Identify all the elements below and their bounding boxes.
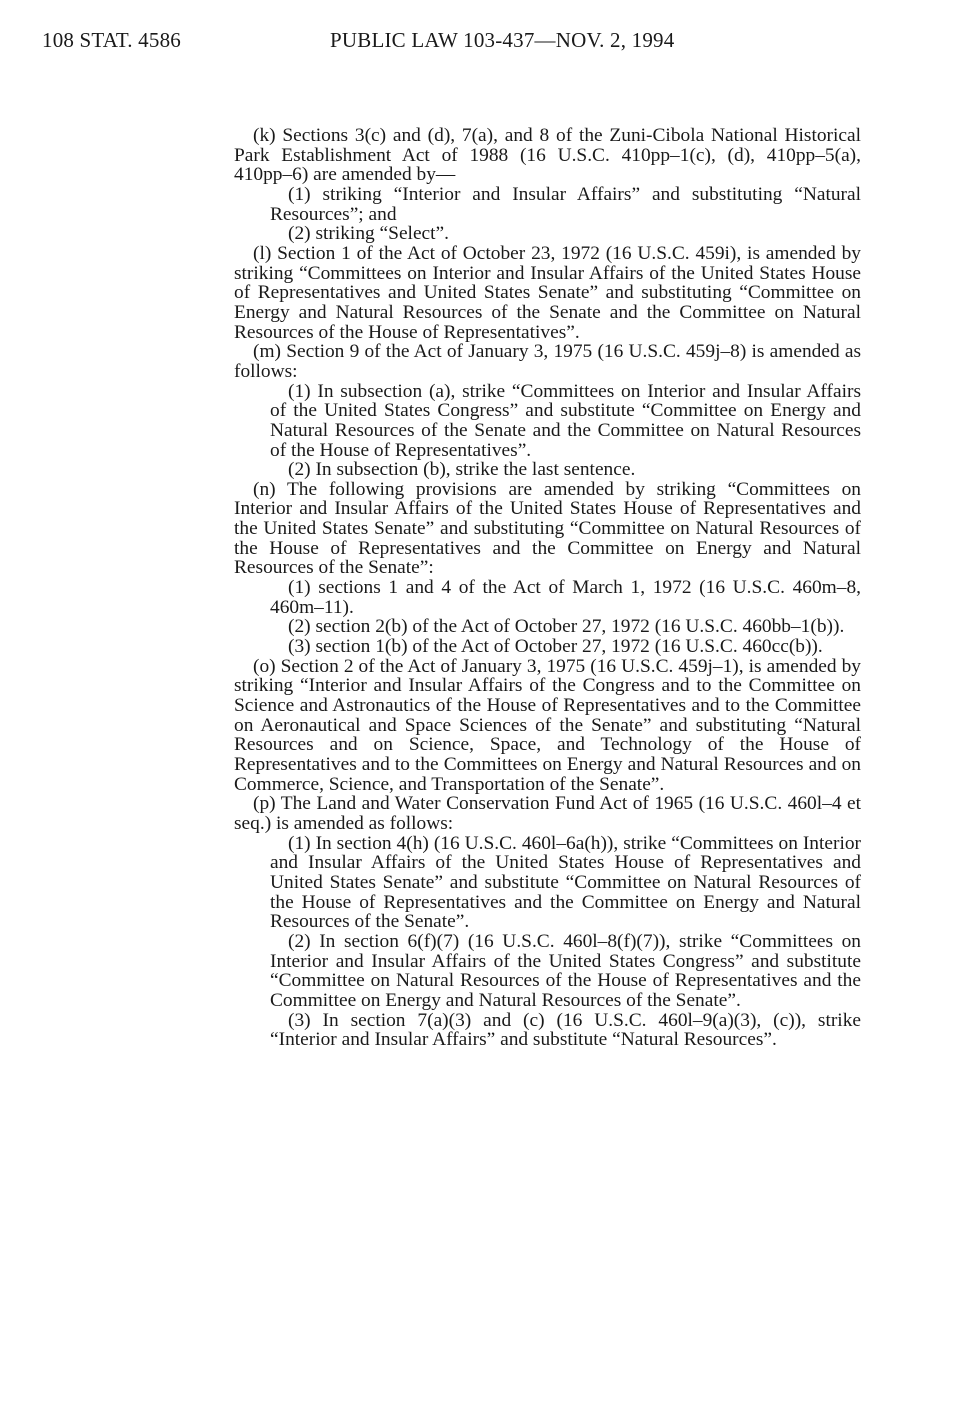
paragraph-k: (k) Sections 3(c) and (d), 7(a), and 8 of the Zuni-Cibola National Historical Park Establishment Act of 1988 (16 U.S.C. 410pp–1(c), (d), 410pp–5(a), 410pp–6) are amended by— (234, 125, 861, 186)
paragraph-o: (o) Section 2 of the Act of January 3, 1975 (16 U.S.C. 459j–1), is amended by striking “Interior and Insular Affairs of the Congress and to the Committee on Science and Astronautics of the House of Representatives and to the Committee on Aeronautical and Space Sciences of the Senate” and substituting “Natural Resources and on Science, Space, and Technology of the House of Representatives and to the Committees on Energy and Natural Resources and on Commerce, Science, and Transportation of the Senate”. (234, 655, 861, 795)
paragraph-l: (l) Section 1 of the Act of October 23, 1972 (16 U.S.C. 459i), is amended by striking “Committees on Interior and Insular Affairs of the United States House of Representatives and United States Senate” and substituting “Committee on Energy and Natural Resources of the Senate and the Committee on Natural Resources of the House of Representatives”. (234, 242, 861, 343)
paragraph-m-1: (1) In subsection (a), strike “Committees on Interior and Insular Affairs of the United States Congress” and substitute “Committee on Energy and Natural Resources of the Senate and the Committee on Natural Resources of the House of Representatives”. (270, 380, 861, 461)
paragraph-n-3: (3) section 1(b) of the Act of October 27, 1972 (16 U.S.C. 460cc(b)). (288, 636, 823, 658)
paragraph-n-1: (1) sections 1 and 4 of the Act of March 1, 1972 (16 U.S.C. 460m–8, 460m–11). (270, 577, 861, 618)
paragraph-p-3: (3) In section 7(a)(3) and (c) (16 U.S.C. 460l–9(a)(3), (c)), strike “Interior and Insular Affairs” and substitute “Natural Resources”. (270, 1009, 861, 1051)
page-running-title: PUBLIC LAW 103-437—NOV. 2, 1994 (330, 28, 675, 52)
paragraph-k-2: (2) striking “Select”. (288, 223, 449, 245)
paragraph-p-2: (2) In section 6(f)(7) (16 U.S.C. 460l–8(f)(7)), strike “Committees on Interior and Insular Affairs of the United States Congress” and substitute “Committee on Natural Resources of the House of Representatives and the Committee on Energy and Natural Resources of the Senate”. (270, 930, 861, 1011)
paragraph-n: (n) The following provisions are amended by striking “Committees on Interior and Insular Affairs of the United States House of Representatives and the United States Senate” and substituting “Committee on Natural Resources of the House of Representatives and the Committee on Energy and Natural Resources of the Senate”: (234, 478, 861, 579)
page-stat-number: 108 STAT. 4586 (42, 28, 181, 52)
paragraph-n-2: (2) section 2(b) of the Act of October 27, 1972 (16 U.S.C. 460bb–1(b)). (288, 616, 845, 638)
paragraph-p-1: (1) In section 4(h) (16 U.S.C. 460l–6a(h)), strike “Committees on Interior and Insular Affairs of the United States House of Representatives and United States Senate” and substitute “Committee on Natural Resources of the House of Representatives and the Committee on Energy and Natural Resources of the Senate”. (270, 832, 861, 933)
paragraph-m: (m) Section 9 of the Act of January 3, 1975 (16 U.S.C. 459j–8) is amended as follows: (234, 341, 861, 382)
document-body (234, 126, 861, 1050)
paragraph-p: (p) The Land and Water Conservation Fund Act of 1965 (16 U.S.C. 460l–4 et seq.) is amended as follows: (234, 793, 861, 834)
paragraph-k-1: (1) striking “Interior and Insular Affairs” and substituting “Natural Resources”; and (270, 183, 861, 225)
paragraph-m-2: (2) In subsection (b), strike the last sentence. (288, 459, 636, 481)
